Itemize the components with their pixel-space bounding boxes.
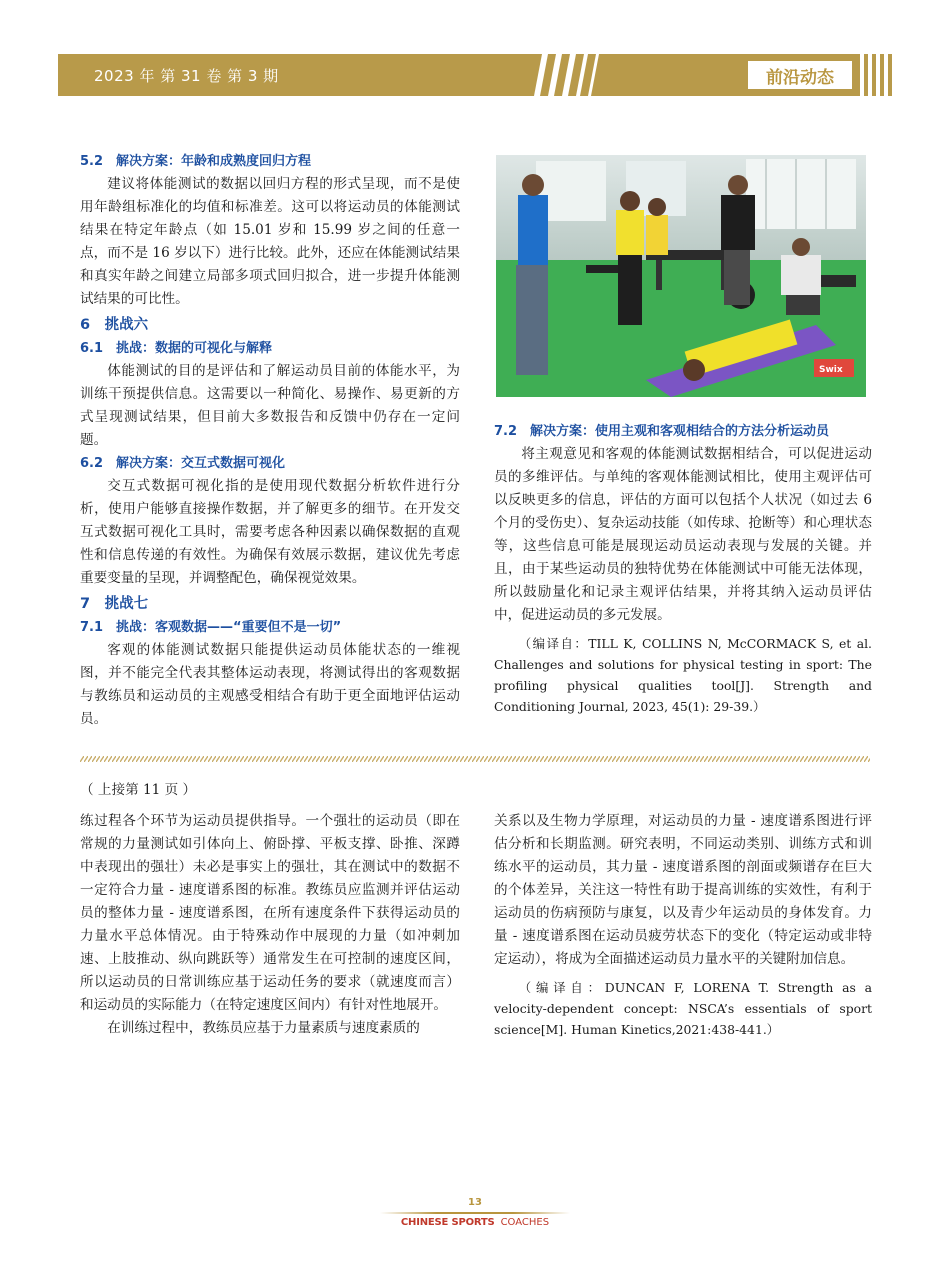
footer-brand xyxy=(0,1217,950,1228)
right-column xyxy=(494,420,872,717)
paragraph-6-1: 体能测试的目的是评估和了解运动员目前的体能水平，为训练干预提供信息。这需要以一种简化、易操作、易更新的方式呈现测试结果，但目前大多数报告和反馈中仍存在一定问题。 xyxy=(80,363,460,448)
bottom-left-paragraph-1: 练过程各个环节为运动员提供指导。一个强壮的运动员（即在常规的力量测试如引体向上、俯卧撑、平板支撑、卧推、深蹲中表现出的强壮）未必是事实上的强壮，其在测试中的数据不一定符合力量 - 速度谱系图的标准。教练员应监测并评估运动员的整体力量 - 速度谱系图，在所有速度条件下获得运动员的力量水平总体情况。由于特殊动作中展现的力量（如冲刺加速、上肢推动、纵向跳跃等）通常发生在可控制的速度区间，所以运动员的日常训练应基于运动任务的要求（就速度而言）和运动员的实际能力（在特定速度区间内）有针对性地展开。 xyxy=(80,813,460,1013)
paragraph-7-2: 将主观意见和客观的体能测试数据相结合，可以促进运动员的多维评估。与单纯的客观体能测试相比，使用主观评估可以反映更多的信息，评估的方面可以包括个人状况（如过去 6 个月的受伤史）、复杂运动技能（如传球、抢断等）和心理状态等，这些信息可能是展现运动员运动表现与发展的关键。并且，由于某些运动员的独特优势在体能测试中可能无法体现，所以鼓励量化和记录主观评估结果，并将其纳入运动员评估中，促进运动员的多元发展。 xyxy=(494,446,872,623)
header-end-bars-decoration xyxy=(858,54,892,96)
heading-7-1: 7.1 挑战：客观数据——“重要但不是一切” xyxy=(80,620,342,635)
header-stripes-decoration xyxy=(528,54,638,96)
bottom-right-column xyxy=(494,810,872,1040)
left-column xyxy=(80,150,460,731)
reference-duncan xyxy=(494,977,872,1040)
training-photo xyxy=(496,155,866,397)
section-label-box xyxy=(748,61,852,89)
bottom-left-column xyxy=(80,810,460,1040)
page-number: 13 xyxy=(468,1197,482,1208)
issue-label: 2023 年 第 31 卷 第 3 期 xyxy=(94,67,279,85)
paragraph-6-2: 交互式数据可视化指的是使用现代数据分析软件进行分析，使用户能够直接操作数据，并了解更多的细节。在开发交互式数据可视化工具时，需要考虑各种因素以确保数据的直观性和信息传递的有效性。为确保有效展示数据，建议优先考虑重要变量的呈现，并调整配色，确保视觉效果。 xyxy=(80,478,460,586)
reference-duncan-text: （编译自：DUNCAN F, LORENA T. Strength as a velocity-dependent concept: NSCA’s essentials of sport science[M]. Human Kinetics,2021:438-441.） xyxy=(494,980,872,1037)
page-header-band xyxy=(58,54,892,96)
section-label: 前沿动态 xyxy=(766,68,834,88)
bottom-right-paragraph-1: 关系以及生物力学原理，对运动员的力量 - 速度谱系图进行评估分析和长期监测。研究表明，不同运动类别、训练方式和训练水平的运动员，其力量 - 速度谱系图的剖面或频谱存在巨大的个体差异，关注这一特性有助于提高训练的实效性，有利于运动员的伤病预防与康复，以及青少年运动员的身体发育。力量 - 速度谱系图在运动员疲劳状态下的变化（特定运动或非特定运动），将成为全面描述运动员力量水平的关键附加信息。 xyxy=(494,813,872,967)
reference-till xyxy=(494,633,872,717)
bottom-left-paragraph-2: 在训练过程中，教练员应基于力量素质与速度素质的 xyxy=(107,1020,420,1036)
heading-6: 6 挑战六 xyxy=(80,317,149,333)
heading-6-2: 6.2 解决方案：交互式数据可视化 xyxy=(80,456,286,471)
footer-brand-light: COACHES xyxy=(500,1217,550,1228)
heading-7-2: 7.2 解决方案：使用主观和客观相结合的方法分析运动员 xyxy=(494,424,830,439)
footer-brand-bold: CHINESE SPORTS xyxy=(400,1217,495,1228)
heading-7: 7 挑战七 xyxy=(80,596,149,612)
paragraph-5-2: 建议将体能测试的数据以回归方程的形式呈现，而不是使用年龄组标准化的均值和标准差。这可以将运动员的体能测试结果在特定年龄点（如 15.01 岁和 15.99 岁之间的任意一点，而不是 16 岁以下）进行比较。此外，还应在体能测试结果和真实年龄之间建立局部多项式回归拟合，进一步提升体能测试结果的可比性。 xyxy=(80,176,460,307)
section-divider xyxy=(80,756,870,762)
continued-from-label: （ 上接第 11 页 ） xyxy=(80,782,197,798)
bag-logo-text: Swix xyxy=(819,365,843,375)
footer-rule xyxy=(380,1212,570,1214)
heading-6-1: 6.1 挑战：数据的可视化与解释 xyxy=(80,341,273,356)
heading-5-2: 5.2 解决方案：年龄和成熟度回归方程 xyxy=(80,154,312,169)
paragraph-7-1: 客观的体能测试数据只能提供运动员体能状态的一维视图，并不能完全代表其整体运动表现，将测试得出的客观数据与教练员和运动员的主观感受相结合有助于更全面地评估运动员。 xyxy=(80,642,460,727)
reference-till-text: （编译自：TILL K, COLLINS N, McCORMACK S, et al. Challenges and solutions for physical testing in sport: The profiling physical qualities tool[J]. Strength and Conditioning Journal, 2023, 45(1): 29-39.） xyxy=(494,636,872,714)
